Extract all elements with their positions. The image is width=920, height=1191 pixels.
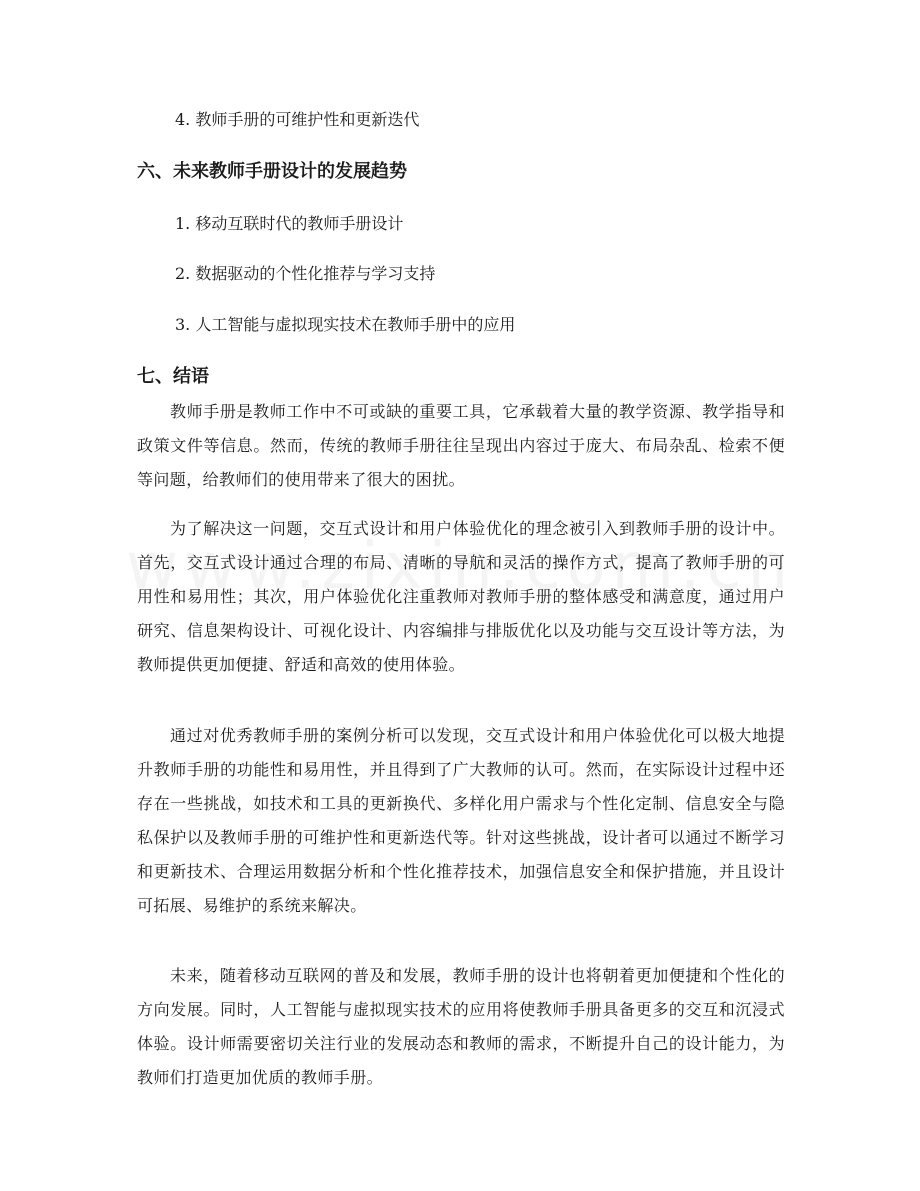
conclusion-paragraph-3: 通过对优秀教师手册的案例分析可以发现，交互式设计和用户体验优化可以极大地提升教师手册的功能性和易用性，并且得到了广大教师的认可。然而，在实际设计过程中还存在一些挑战，如技术和工具的更新换代、多样化用户需求与个性化定制、信息安全与隐私保护以及教师手册的可维护性和更新迭代等。针对这些挑战，设计者可以通过不断学习和更新技术、合理运用数据分析和个性化推荐技术，加强信息安全和保护措施，并且设计可拓展、易维护的系统来解决。 [137, 726, 785, 915]
list-item-data-driven: 2. 数据驱动的个性化推荐与学习支持 [175, 264, 436, 283]
conclusion-paragraph-1: 教师手册是教师工作中不可或缺的重要工具，它承载着大量的教学资源、教学指导和政策文件等信息。然而，传统的教师手册往往呈现出内容过于庞大、布局杂乱、检索不便等问题，给教师们的使用带来了很大的困扰。 [137, 402, 785, 489]
list-item-mobile-internet: 1. 移动互联时代的教师手册设计 [175, 214, 404, 233]
conclusion-paragraph-2: 为了解决这一问题，交互式设计和用户体验优化的理念被引入到教师手册的设计中。首先，交互式设计通过合理的布局、清晰的导航和灵活的操作方式，提高了教师手册的可用性和易用性；其次，用户体验优化注重教师对教师手册的整体感受和满意度，通过用户研究、信息架构设计、可视化设计、内容编排与排版优化以及功能与交互设计等方法，为教师提供更加便捷、舒适和高效的使用体验。 [137, 519, 785, 674]
conclusion-paragraph-4: 未来，随着移动互联网的普及和发展，教师手册的设计也将朝着更加便捷和个性化的方向发展。同时，人工智能与虚拟现实技术的应用将使教师手册具备更多的交互和沉浸式体验。设计师需要密切关注行业的发展动态和教师的需求，不断提升自己的设计能力，为教师们打造更加优质的教师手册。 [137, 966, 785, 1087]
section-heading-future-trends: 六、未来教师手册设计的发展趋势 [137, 161, 407, 182]
list-item-maintainability: 4. 教师手册的可维护性和更新迭代 [175, 110, 420, 129]
list-item-ai-vr: 3. 人工智能与虚拟现实技术在教师手册中的应用 [175, 315, 516, 334]
section-heading-conclusion: 七、结语 [137, 366, 209, 387]
